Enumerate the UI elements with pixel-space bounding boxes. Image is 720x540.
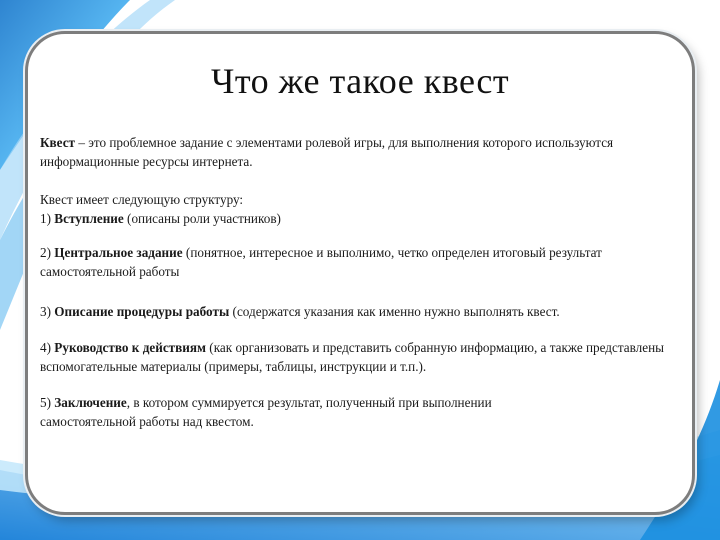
definition-paragraph: [40, 133, 650, 171]
item-text: (как организовать и представить собранную информацию, а также представлены вспомогательные материалы (примеры, таблицы, инструкции и т.п.).: [40, 340, 665, 374]
definition-term: Квест: [40, 135, 76, 150]
item-number: 3): [40, 304, 55, 319]
list-item-3: [40, 302, 690, 321]
item-text: (содержатся указания как именно нужно выполнять квест.: [229, 304, 560, 319]
list-item-5: [40, 393, 520, 431]
slide-body: [40, 133, 690, 431]
definition-text: – это проблемное задание с элементами ролевой игры, для выполнения которого используются информационные ресурсы интернета.: [40, 135, 614, 169]
item-heading: Руководство к действиям: [54, 340, 206, 355]
item-heading: Центральное задание: [54, 245, 183, 260]
item-heading: Вступление: [54, 211, 124, 226]
item-number: 4): [40, 340, 55, 355]
item-text: , в котором суммируется результат, полученный при выполнении самостоятельной работы над квестом.: [40, 395, 492, 429]
item-number: 1): [40, 211, 55, 226]
item-text: (описаны роли участников): [123, 211, 281, 226]
list-item-1: [40, 209, 690, 228]
list-item-2: [40, 243, 665, 281]
slide-title: Что же такое квест: [210, 61, 510, 101]
item-number: 5): [40, 395, 55, 410]
item-text: (понятное, интересное и выполнимо, четко определен итоговый результат самостоятельной работы: [40, 245, 602, 279]
item-heading: Заключение: [54, 395, 127, 410]
item-heading: Описание процедуры работы: [54, 304, 230, 319]
list-item-4: [40, 338, 670, 376]
structure-intro: Квест имеет следующую структуру:: [40, 192, 244, 207]
item-number: 2): [40, 245, 55, 260]
